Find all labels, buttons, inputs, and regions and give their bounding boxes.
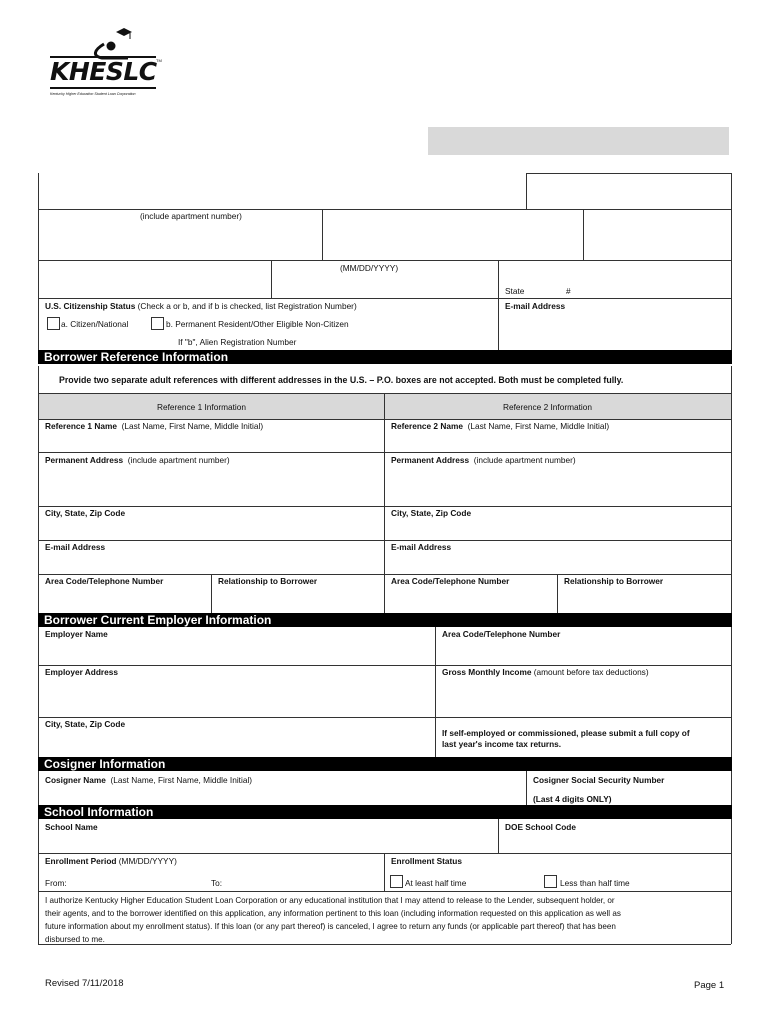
employer-phone-label: Area Code/Telephone Number: [442, 629, 561, 639]
cosigner-name-label: Cosigner Name (Last Name, First Name, Middle Initial): [45, 775, 253, 785]
section-employer-header: Borrower Current Employer Information: [38, 613, 732, 627]
ref2-name-label: Reference 2 Name (Last Name, First Name, Middle Initial): [391, 421, 610, 431]
resident-option-label: b. Permanent Resident/Other Eligible Non-Citizen: [166, 319, 349, 329]
school-name-label: School Name: [45, 822, 98, 832]
doe-code-label: DOE School Code: [505, 822, 576, 832]
employer-address-label: Employer Address: [45, 667, 119, 677]
self-employed-note-2: last year's income tax returns.: [442, 739, 562, 749]
income-label: Gross Monthly Income (amount before tax deductions): [442, 667, 649, 677]
self-employed-note-1: If self-employed or commissioned, please submit a full copy of: [442, 728, 690, 738]
less-half-label: Less than half time: [560, 878, 630, 888]
reference-header-row: [39, 394, 731, 419]
employer-name-label: Employer Name: [45, 629, 108, 639]
logo-tagline: Kentucky Higher Education Student Loan Corporation: [50, 92, 136, 96]
header-grey-box: [428, 127, 729, 155]
ref1-address-label: Permanent Address (include apartment number): [45, 455, 230, 465]
ref1-header: Reference 1 Information: [157, 402, 247, 412]
section-school-header: School Information: [38, 805, 732, 819]
citizen-option-label: a. Citizen/National: [61, 319, 129, 329]
enrollment-status-label: Enrollment Status: [391, 856, 462, 866]
logo-underline: [50, 87, 156, 89]
logo-text: KHESLC: [50, 57, 157, 86]
ref2-address-label: Permanent Address (include apartment number): [391, 455, 576, 465]
ref1-city-label: City, State, Zip Code: [45, 508, 126, 518]
email-label: E-mail Address: [505, 301, 566, 311]
state-label: State: [505, 286, 525, 296]
ref2-city-label: City, State, Zip Code: [391, 508, 472, 518]
enrollment-period-label: Enrollment Period (MM/DD/YYYY): [45, 856, 177, 866]
section-cosigner-header: Cosigner Information: [38, 757, 732, 771]
hash-label: #: [566, 286, 571, 296]
logo: [44, 22, 169, 102]
ref1-email-label: E-mail Address: [45, 542, 106, 552]
resident-checkbox[interactable]: [151, 317, 164, 330]
cosigner-ssn-hint: (Last 4 digits ONLY): [533, 794, 612, 804]
ref2-relationship-label: Relationship to Borrower: [564, 576, 664, 586]
from-label: From:: [45, 878, 67, 888]
to-label: To:: [211, 878, 223, 888]
address-input[interactable]: [39, 222, 321, 258]
ref2-header: Reference 2 Information: [503, 402, 593, 412]
authorization-line-2: their agents, and to the borrower identified on this application, any information pertinent to this loan (including information requested on this application as well as: [45, 909, 621, 918]
authorization-line-3: future information about my enrollment status). If this loan (or any part thereof) is canceled, I agree to return any funds (or applicable part thereof) that has been: [45, 922, 616, 931]
authorization-line-1: I authorize Kentucky Higher Education Student Loan Corporation or any educational institution that I may attend to release to the Lender, subsequent holder, or: [45, 896, 615, 905]
logo-tm: TM: [156, 58, 162, 63]
citizenship-label: U.S. Citizenship Status (Check a or b, and if b is checked, list Registration Number): [45, 301, 357, 311]
ref2-email-label: E-mail Address: [391, 542, 452, 552]
ref2-phone-label: Area Code/Telephone Number: [391, 576, 510, 586]
employer-city-label: City, State, Zip Code: [45, 719, 126, 729]
ref1-relationship-label: Relationship to Borrower: [218, 576, 318, 586]
cosigner-ssn-label: Cosigner Social Security Number: [533, 775, 665, 785]
citizen-checkbox[interactable]: [47, 317, 60, 330]
reference-instructions: Provide two separate adult references with different addresses in the U.S. – P.O. boxes are not accepted. Both must be completed fully.: [59, 375, 624, 385]
half-time-checkbox[interactable]: [390, 875, 403, 888]
page-number: Page 1: [694, 980, 725, 991]
ref1-phone-label: Area Code/Telephone Number: [45, 576, 164, 586]
revised-date: Revised 7/11/2018: [45, 978, 124, 989]
apt-hint: (include apartment number): [140, 211, 242, 221]
half-time-label: At least half time: [405, 878, 467, 888]
section-reference-header: Borrower Reference Information: [38, 350, 732, 364]
date-hint: (MM/DD/YYYY): [340, 263, 399, 273]
less-half-checkbox[interactable]: [544, 875, 557, 888]
ref1-name-label: Reference 1 Name (Last Name, First Name, Middle Initial): [45, 421, 264, 431]
authorization-line-4: disbursed to me.: [45, 935, 105, 944]
alien-reg-label: If "b", Alien Registration Number: [178, 337, 297, 347]
